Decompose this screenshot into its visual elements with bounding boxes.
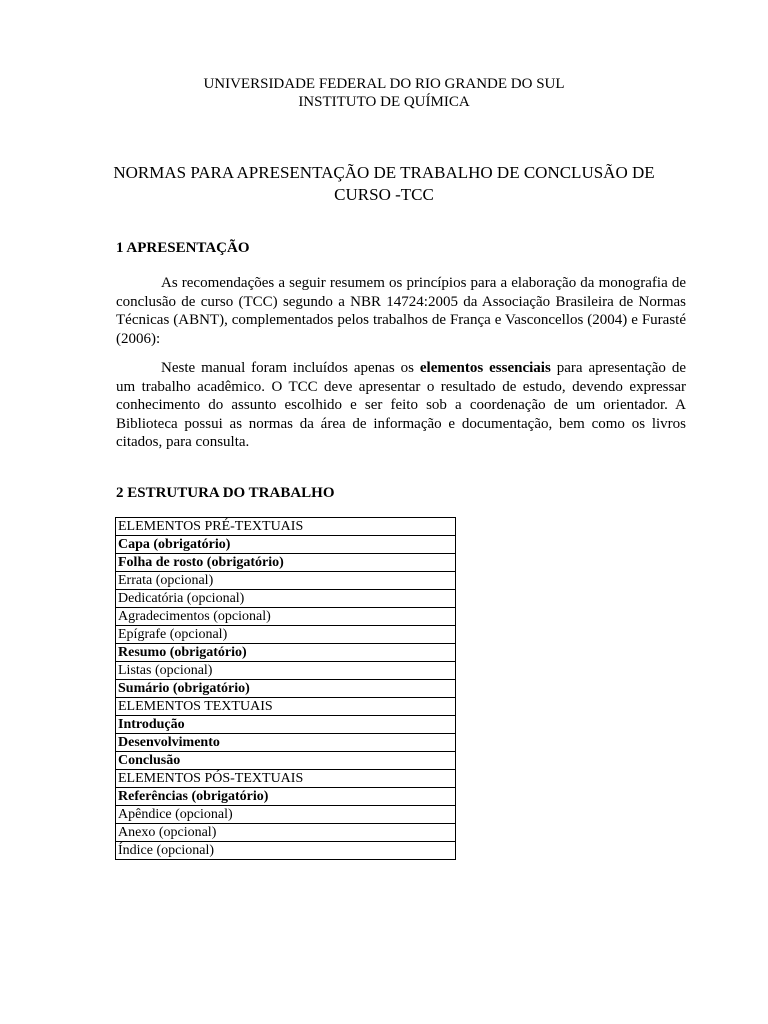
table-row xyxy=(116,662,456,680)
table-cell-group-heading: ELEMENTOS PÓS-TEXTUAIS xyxy=(116,770,456,788)
table-row xyxy=(116,770,456,788)
document-title-line-2: CURSO -TCC xyxy=(334,185,434,204)
institute-name: INSTITUTO DE QUÍMICA xyxy=(298,94,470,110)
table-row xyxy=(116,734,456,752)
table-row xyxy=(116,626,456,644)
table-cell-group-heading: ELEMENTOS TEXTUAIS xyxy=(116,698,456,716)
table-row xyxy=(116,680,456,698)
table-cell: Apêndice (opcional) xyxy=(116,806,456,824)
section-heading-apresentacao: 1 APRESENTAÇÃO xyxy=(116,240,250,256)
table-cell: Referências (obrigatório) xyxy=(116,788,456,806)
table-cell: Desenvolvimento xyxy=(116,734,456,752)
table-cell: Resumo (obrigatório) xyxy=(116,644,456,662)
table-row xyxy=(116,716,456,734)
table-row xyxy=(116,572,456,590)
table-cell-group-heading: ELEMENTOS PRÉ-TEXTUAIS xyxy=(116,518,456,536)
table-cell: Agradecimentos (opcional) xyxy=(116,608,456,626)
paragraph-manual-emphasis: elementos essenciais xyxy=(419,360,551,376)
table-row xyxy=(116,608,456,626)
paragraph-manual-text-end: para apresentação de um trabalho acadêmico. O TCC deve apresentar o resultado de estudo, devendo expressar conhecimento do assunto escolhido e ser feito sob a coordenação de um orientador. A Biblioteca possui as normas da área de informação e documentação, bem como os livros citados, para consulta. xyxy=(116,360,686,450)
table-cell: Dedicatória (opcional) xyxy=(116,590,456,608)
table-row xyxy=(116,824,456,842)
paragraph-manual-text-start: Neste manual foram incluídos apenas os xyxy=(161,360,420,376)
table-row xyxy=(116,698,456,716)
document-title xyxy=(100,162,668,206)
table-row xyxy=(116,518,456,536)
table-row xyxy=(116,752,456,770)
table-cell: Índice (opcional) xyxy=(116,842,456,860)
institution-header xyxy=(0,75,768,111)
table-cell: Conclusão xyxy=(116,752,456,770)
table-cell: Errata (opcional) xyxy=(116,572,456,590)
table-cell: Capa (obrigatório) xyxy=(116,536,456,554)
table-cell: Anexo (opcional) xyxy=(116,824,456,842)
table-cell: Introdução xyxy=(116,716,456,734)
table-row xyxy=(116,788,456,806)
table-row xyxy=(116,536,456,554)
table-row xyxy=(116,842,456,860)
paragraph-recommendations: As recomendações a seguir resumem os princípios para a elaboração da monografia de conclusão de curso (TCC) segundo a NBR 14724:2005 da Associação Brasileira de Normas Técnicas (ABNT), complementados pelos trabalhos de França e Vasconcellos (2004) e Furasté (2006): xyxy=(116,275,686,347)
table-row xyxy=(116,644,456,662)
table-row xyxy=(116,590,456,608)
structure-table xyxy=(115,517,456,860)
university-name: UNIVERSIDADE FEDERAL DO RIO GRANDE DO SUL xyxy=(203,76,565,92)
table-row xyxy=(116,554,456,572)
table-row xyxy=(116,806,456,824)
document-title-line-1: NORMAS PARA APRESENTAÇÃO DE TRABALHO DE CONCLUSÃO DE xyxy=(113,163,655,182)
table-cell: Folha de rosto (obrigatório) xyxy=(116,554,456,572)
section-heading-estrutura: 2 ESTRUTURA DO TRABALHO xyxy=(116,485,335,501)
table-cell: Epígrafe (opcional) xyxy=(116,626,456,644)
paragraph-manual xyxy=(116,359,686,452)
table-cell: Sumário (obrigatório) xyxy=(116,680,456,698)
table-cell: Listas (opcional) xyxy=(116,662,456,680)
